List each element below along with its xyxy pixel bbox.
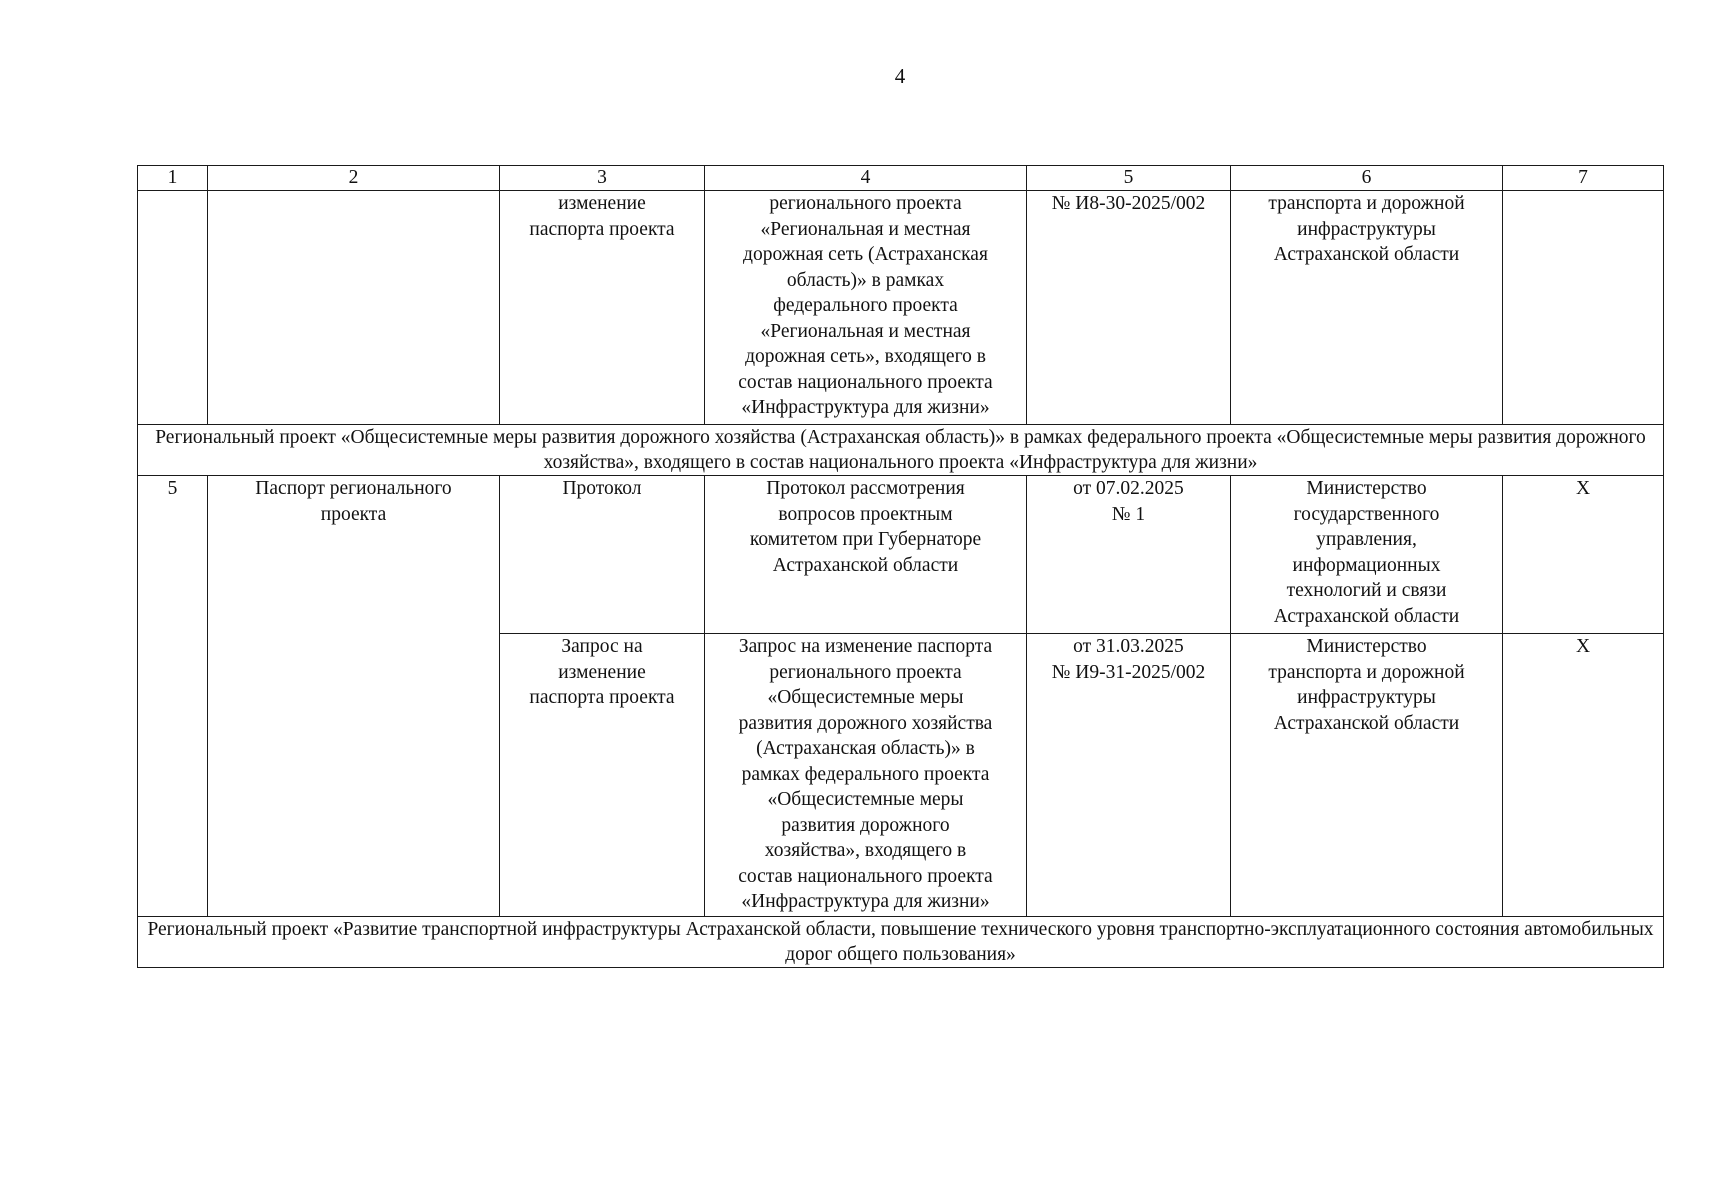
page-number: 4 — [894, 64, 906, 88]
section-heading-row — [138, 425, 1664, 476]
issuer-cell: транспорта и дорожной инфраструктуры Астраханской области — [1231, 191, 1503, 425]
column-number: 7 — [1503, 166, 1664, 191]
document-details-cell: от 07.02.2025 № 1 — [1027, 476, 1231, 634]
section-heading: Региональный проект «Общесистемные меры развития дорожного хозяйства (Астраханская область)» в рамках федерального проекта «Общесистемные меры развития дорожного хозяйства», входящего в состав национального проекта «Инфраструктура для жизни» — [138, 425, 1664, 476]
document-table — [137, 165, 1664, 968]
document-type-cell: Протокол — [500, 476, 705, 634]
document-cell: Паспорт регионального проекта — [208, 476, 500, 917]
document-cell — [208, 191, 500, 425]
column-number-row — [138, 166, 1664, 191]
mark-cell: Х — [1503, 634, 1664, 917]
document-title-cell: регионального проекта «Региональная и местная дорожная сеть (Астраханская область)» в рамках федерального проекта «Региональная и местная дорожная сеть», входящего в состав национального проекта «Инфраструктура для жизни» — [705, 191, 1027, 425]
issuer-cell: Министерство транспорта и дорожной инфраструктуры Астраханской области — [1231, 634, 1503, 917]
column-number: 1 — [138, 166, 208, 191]
column-number: 6 — [1231, 166, 1503, 191]
column-number: 3 — [500, 166, 705, 191]
document-details-cell: № И8-30-2025/002 — [1027, 191, 1231, 425]
table-row — [138, 191, 1664, 425]
issuer-cell: Министерство государственного управления, информационных технологий и связи Астраханской области — [1231, 476, 1503, 634]
mark-cell — [1503, 191, 1664, 425]
document-type-cell: изменение паспорта проекта — [500, 191, 705, 425]
column-number: 5 — [1027, 166, 1231, 191]
section-heading-row — [138, 917, 1664, 968]
document-details-cell: от 31.03.2025 № И9-31-2025/002 — [1027, 634, 1231, 917]
column-number: 4 — [705, 166, 1027, 191]
mark-cell: Х — [1503, 476, 1664, 634]
document-title-cell: Протокол рассмотрения вопросов проектным комитетом при Губернаторе Астраханской области — [705, 476, 1027, 634]
table-row — [138, 476, 1664, 634]
column-number: 2 — [208, 166, 500, 191]
document-title-cell: Запрос на изменение паспорта регионального проекта «Общесистемные меры развития дорожного хозяйства (Астраханская область)» в рамках федерального проекта «Общесистемные меры развития дорожного хозяйства», входящего в состав национального проекта «Инфраструктура для жизни» — [705, 634, 1027, 917]
row-number-cell — [138, 191, 208, 425]
document-type-cell: Запрос на изменение паспорта проекта — [500, 634, 705, 917]
row-number-cell: 5 — [138, 476, 208, 917]
section-heading: Региональный проект «Развитие транспортной инфраструктуры Астраханской области, повышение технического уровня транспортно-эксплуатационного состояния автомобильных дорог общего пользования» — [138, 917, 1664, 968]
